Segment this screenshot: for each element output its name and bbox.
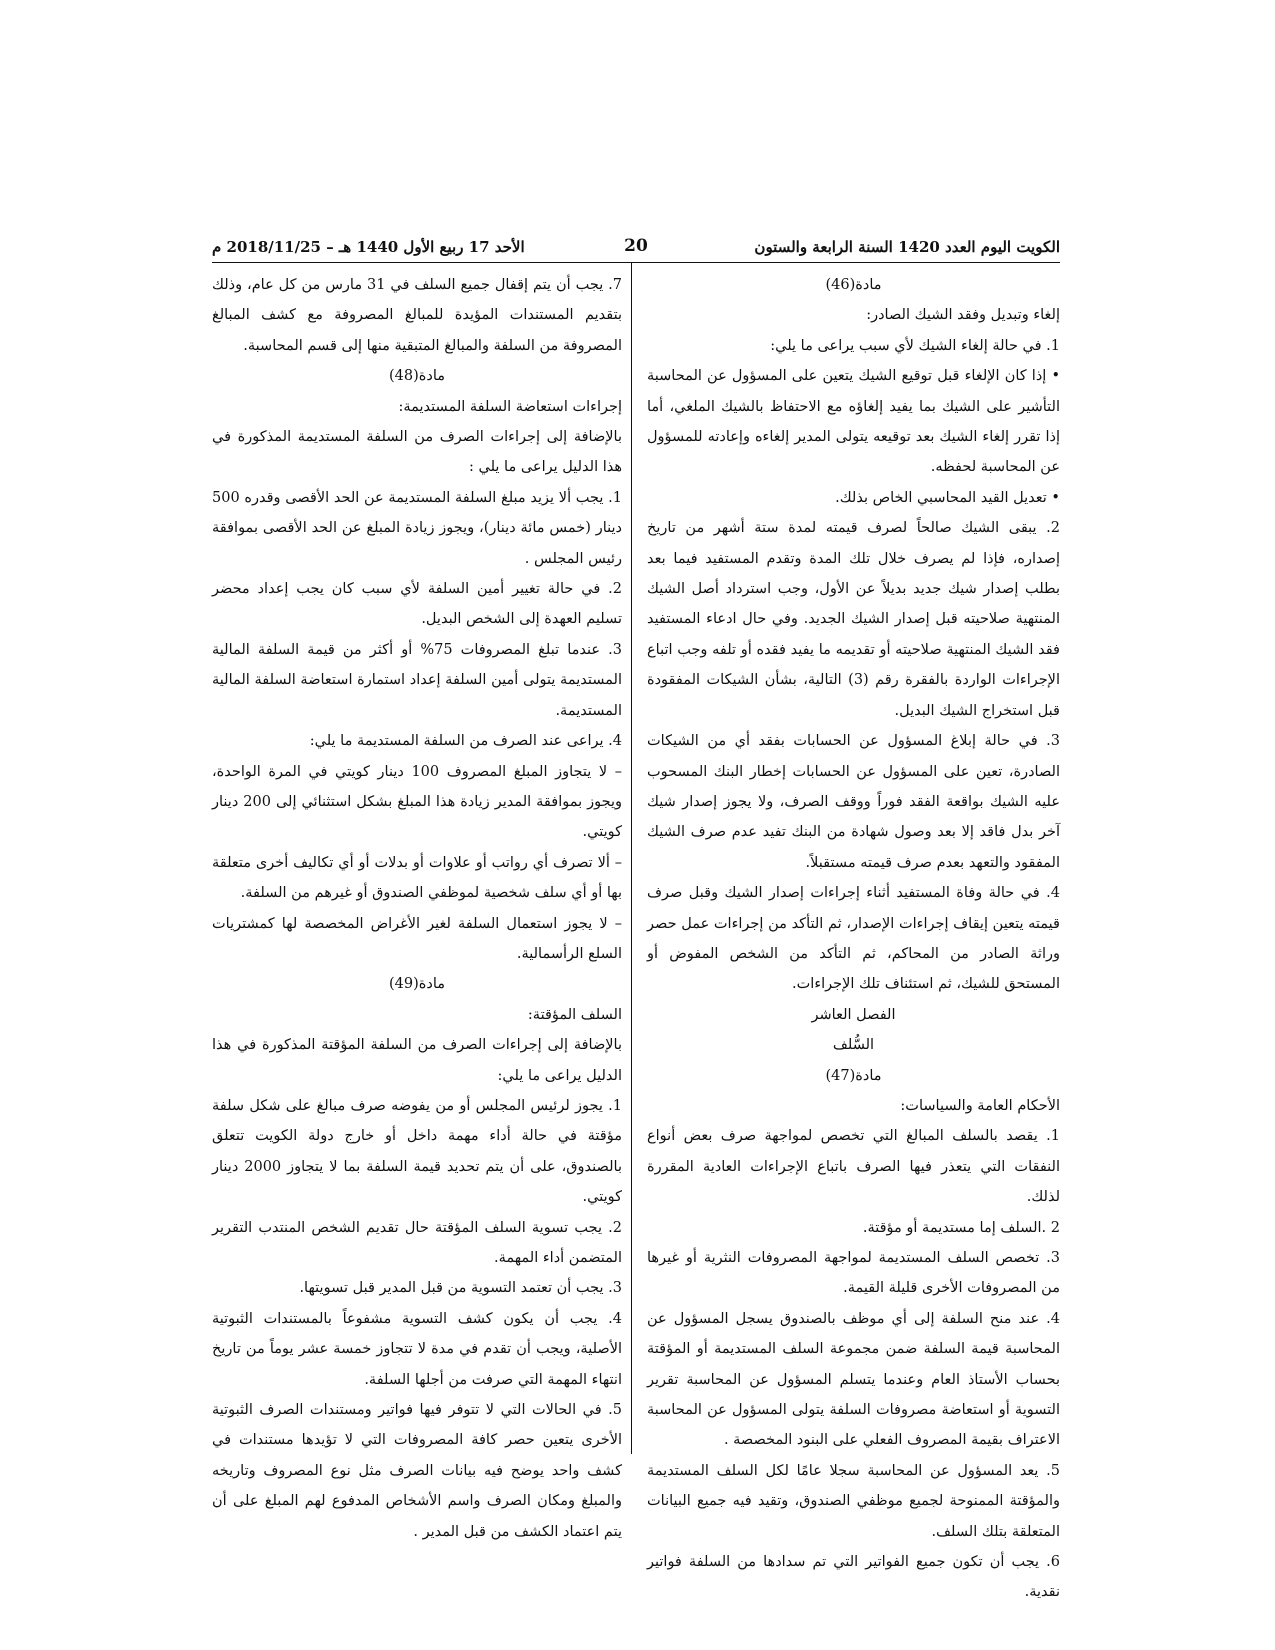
- paragraph: – ألا تصرف أي رواتب أو علاوات أو بدلات أو أي تكاليف أخرى متعلقة بها أو أي سلف شخصية لموظفي الصندوق أو غيرهم من السلفة.: [212, 854, 622, 902]
- paragraph: إجراءات استعاضة السلفة المستديمة:: [398, 398, 622, 415]
- paragraph: 1. يجب ألا يزيد مبلغ السلفة المستديمة عن الحد الأقصى وقدره 500 دينار (خمس مائة دينار)، ويجوز زيادة المبلغ عن الحد الأقصى بموافقة رئيس المجلس .: [212, 489, 622, 567]
- paragraph: 2 .السلف إما مستديمة أو مؤقتة.: [862, 1219, 1060, 1236]
- paragraph: – لا يجوز استعمال السلفة لغير الأغراض المخصصة لها كمشتريات السلع الرأسمالية.: [212, 915, 622, 962]
- paragraph: 3. يجب أن تعتمد التسوية من قبل المدير قبل تسويتها.: [299, 1280, 622, 1297]
- publication-title: الكويت اليوم العدد 1420 السنة الرابعة والستون: [754, 238, 1060, 256]
- paragraph: 5. يعد المسؤول عن المحاسبة سجلا عامًا لكل السلف المستديمة والمؤقتة الممنوحة لجميع موظفي الصندوق، وتقيد فيه جميع البيانات المتعلقة بتلك السلف.: [647, 1462, 1060, 1540]
- paragraph: 3. عندما تبلغ المصروفات 75% أو أكثر من قيمة السلفة المالية المستديمة يتولى أمين السلفة إعداد استمارة استعاضة السلفة المالية المستديمة.: [212, 641, 622, 719]
- paragraph: • إذا كان الإلغاء قبل توقيع الشيك يتعين على المسؤول عن المحاسبة التأشير على الشيك بما يفيد إلغاؤه مع الاحتفاظ بالشيك الملغي، أما إذا تقرر إلغاء الشيك بعد توقيعه يتولى المدير إلغاءه وإعادته للمسؤول عن المحاسبة لحفظه.: [647, 368, 1060, 476]
- paragraph: الأحكام العامة والسياسات:: [900, 1097, 1060, 1114]
- paragraph: 1. يجوز لرئيس المجلس أو من يفوضه صرف مبالغ على شكل سلفة مؤقتة في حالة أداء مهمة داخل أو خارج دولة الكويت تتعلق بالصندوق، على أن يتم تحديد قيمة السلفة بما لا يتجاوز 2000 دينار كويتي.: [212, 1097, 622, 1206]
- page-header: [212, 236, 1060, 262]
- paragraph: • تعديل القيد المحاسبي الخاص بذلك.: [835, 489, 1060, 506]
- paragraph: الفصل العاشر: [811, 1006, 896, 1023]
- paragraph: السلف المؤقتة:: [527, 1006, 622, 1023]
- column-divider: [631, 262, 632, 1454]
- paragraph: مادة(46): [825, 277, 882, 293]
- issue-date: الأحد 17 ربيع الأول 1440 هـ – 2018/11/25 م: [212, 238, 525, 256]
- paragraph: 6. يجب أن تكون جميع الفواتير التي تم سدادها من السلفة فواتير نقدية.: [647, 1554, 1060, 1601]
- paragraph: 5. في الحالات التي لا تتوفر فيها فواتير ومستندات الصرف الثبوتية الأخرى يتعين حصر كافة المصروفات التي لا تؤيدها مستندات في كشف واحد يوضح فيه بيانات الصرف مثل نوع المصروف وتاريخه والمبلغ ومكان الصرف واسم الأشخاص المدفوع لهم المبلغ على أن يتم اعتماد الكشف من قبل المدير .: [212, 1402, 622, 1540]
- paragraph: 2. في حالة تغيير أمين السلفة لأي سبب كان يجب إعداد محضر تسليم العهدة إلى الشخص البديل.: [212, 581, 622, 628]
- paragraph: 4. يراعى عند الصرف من السلفة المستديمة ما يلي:: [309, 733, 622, 750]
- page-number: 20: [624, 236, 648, 256]
- paragraph: بالإضافة إلى إجراءات الصرف من السلفة المستديمة المذكورة في هذا الدليل يراعى ما يلي :: [212, 429, 622, 476]
- paragraph: 4. عند منح السلفة إلى أي موظف بالصندوق يسجل المسؤول عن المحاسبة قيمة السلفة ضمن مجموعة السلف المستديمة أو المؤقتة بحساب الأستاذ العام وعندما يتسلم المسؤول عن المحاسبة تقرير التسوية أو استعاضة مصروفات السلفة يتولى المسؤول عن المحاسبة الاعتراف بقيمة المصروف الفعلي على البنود المخصصة .: [647, 1310, 1060, 1449]
- paragraph: 3. في حالة إبلاغ المسؤول عن الحسابات بفقد أي من الشيكات الصادرة، تعين على المسؤول عن الحسابات إخطار البنك المسحوب عليه الشيك بواقعة الفقد فوراً ووقف الصرف، ولا يجوز إصدار شيك آخر بدل فاقد إلا بعد وصول شهادة من البنك تفيد عدم صرف الشيك المفقود والتعهد بعدم صرف قيمته مستقبلاً.: [647, 733, 1060, 871]
- paragraph: 1. يقصد بالسلف المبالغ التي تخصص لمواجهة صرف بعض أنواع النفقات التي يتعذر فيها الصرف باتباع الإجراءات العادية المقررة لذلك.: [647, 1128, 1060, 1206]
- header-rule: [212, 262, 1060, 263]
- paragraph: مادة(49): [388, 976, 446, 993]
- paragraph: مادة(47): [825, 1067, 882, 1084]
- paragraph: 4. يجب أن يكون كشف التسوية مشفوعاً بالمستندات الثبوتية الأصلية، ويجب أن تقدم في مدة لا تتجاوز خمسة عشر يوماً من تاريخ انتهاء المهمة التي صرفت من أجلها السلفة.: [212, 1310, 622, 1388]
- paragraph: إلغاء وتبديل وفقد الشيك الصادر:: [866, 307, 1060, 324]
- paragraph: السُّلف: [832, 1037, 875, 1054]
- paragraph: 3. تخصص السلف المستديمة لمواجهة المصروفات النثرية أو غيرها من المصروفات الأخرى قليلة القيمة.: [647, 1250, 1060, 1297]
- paragraph: بالإضافة إلى إجراءات الصرف من السلفة المؤقتة المذكورة في هذا الدليل يراعى ما يلي:: [212, 1037, 622, 1084]
- paragraph: 1. في حالة إلغاء الشيك لأي سبب يراعى ما يلي:: [770, 337, 1060, 354]
- paragraph: 2. يبقى الشيك صالحاً لصرف قيمته لمدة ستة أشهر من تاريخ إصداره، فإذا لم يصرف خلال تلك المدة وتقدم المستفيد فيما بعد بطلب إصدار شيك جديد بديلاً عن الأول، وجب استرداد أصل الشيك المنتهية صلاحيته قبل إصدار الشيك الجديد. وفي حال ادعاء المستفيد فقد الشيك المنتهية صلاحيته أو تقديمه ما يفيد فقده أو تلفه وجب اتباع الإجراءات الواردة بالفقرة رقم (3) التالية، بشأن الشيكات المفقودة قبل استخراج الشيك البديل.: [647, 520, 1060, 719]
- right-column: [647, 270, 1060, 1608]
- paragraph: مادة(48): [388, 368, 446, 385]
- paragraph: – لا يتجاوز المبلغ المصروف 100 دينار كويتي في المرة الواحدة، ويجوز بموافقة المدير زيادة هذا المبلغ بشكل استثنائي إلى 200 دينار كويتي.: [212, 763, 622, 841]
- paragraph: 2. يجب تسوية السلف المؤقتة حال تقديم الشخص المنتدب التقرير المتضمن أداء المهمة.: [212, 1219, 622, 1266]
- paragraph: 4. في حالة وفاة المستفيد أثناء إجراءات إصدار الشيك وقبل صرف قيمته يتعين إيقاف إجراءات الإصدار، ثم التأكد من إجراءات عمل حصر وراثة الصادر من المحاكم، ثم التأكد من الشخص المفوض أو المستحق للشيك، ثم استئناف تلك الإجراءات.: [647, 885, 1060, 993]
- paragraph: 7. يجب أن يتم إقفال جميع السلف في 31 مارس من كل عام، وذلك بتقديم المستندات المؤيدة للمبالغ المصروفة مع كشف المبالغ المصروفة من السلفة والمبالغ المتبقية منها إلى قسم المحاسبة.: [212, 277, 622, 354]
- left-column: [212, 270, 622, 1547]
